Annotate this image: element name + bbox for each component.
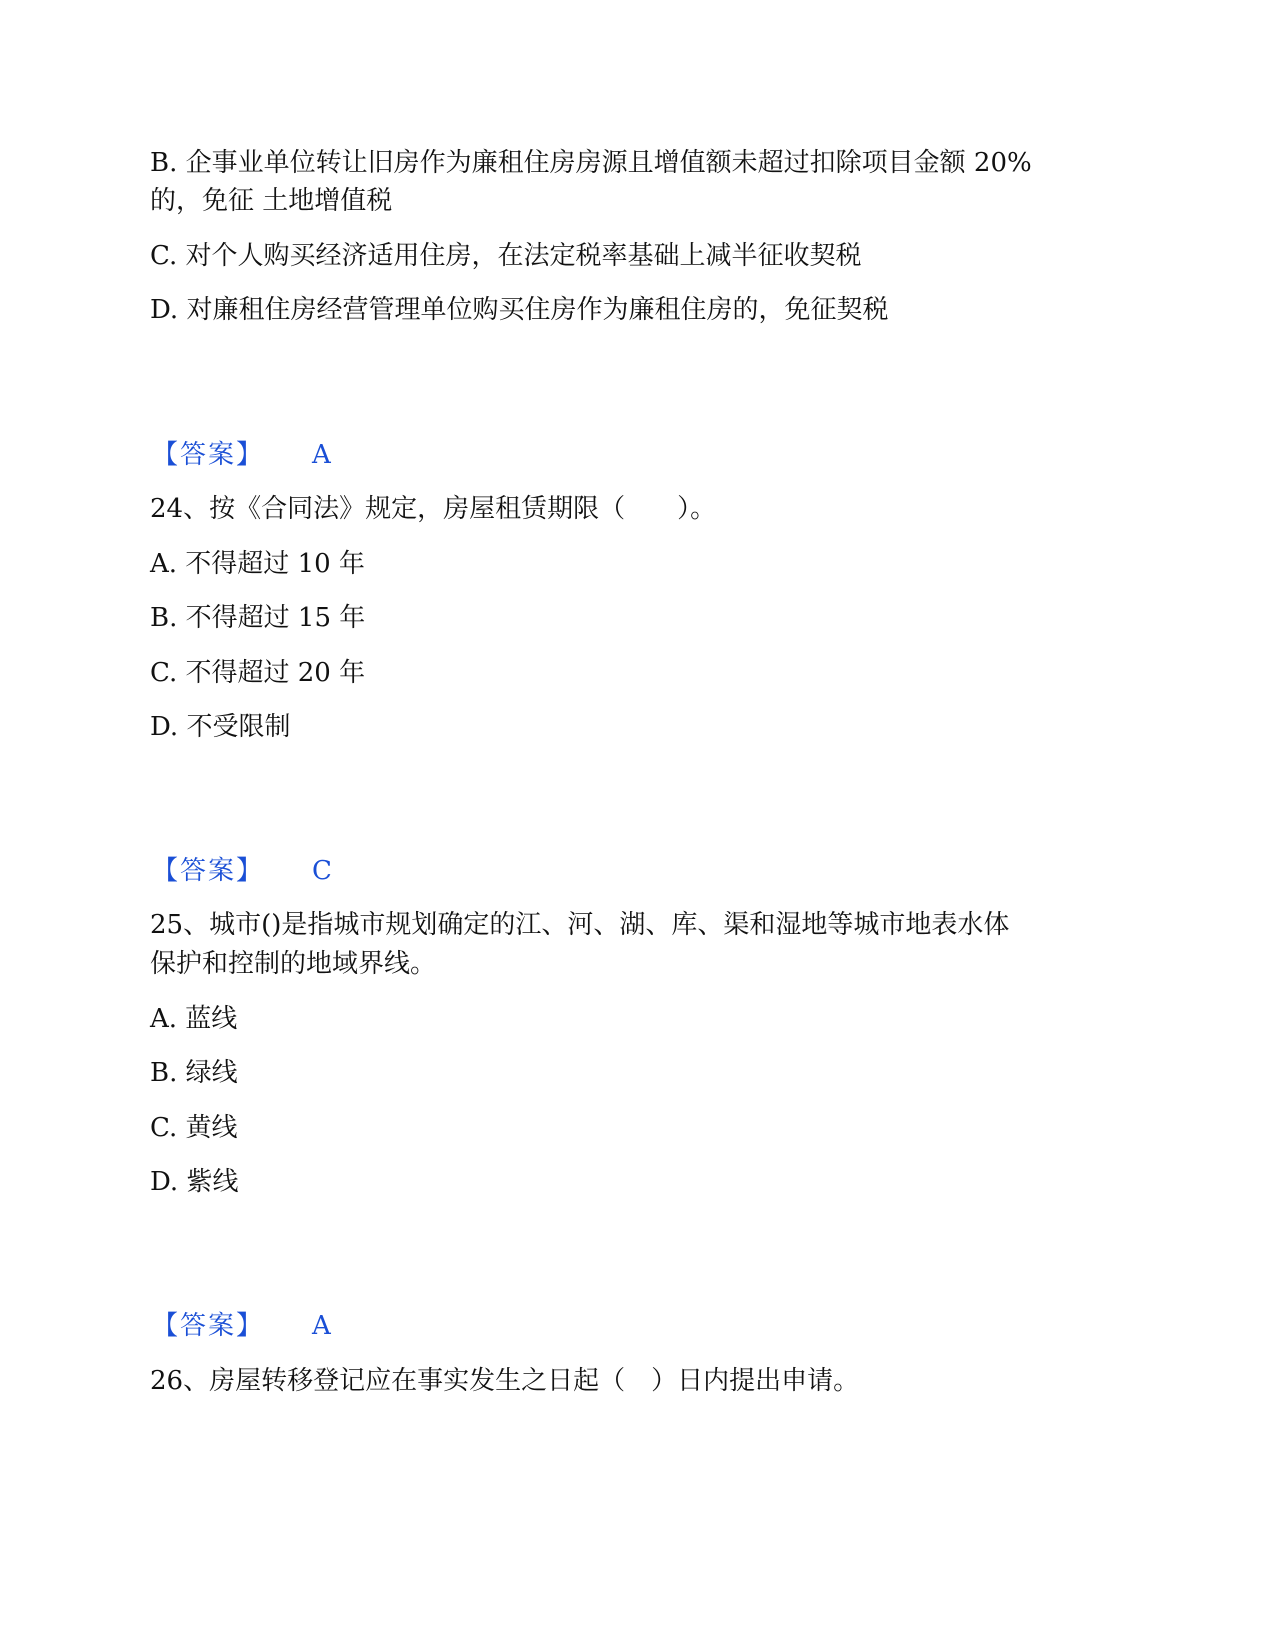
answer-value: A — [312, 440, 331, 470]
q24-stem: 24、按《合同法》规定，房屋租赁期限（ ）。 — [150, 494, 717, 524]
q24-option-d: D. 不受限制 — [150, 712, 291, 742]
answer-value: A — [312, 1311, 331, 1341]
q25-answer — [152, 1311, 331, 1341]
q25-option-a: A. 蓝线 — [150, 1004, 238, 1034]
q24-answer — [152, 856, 332, 886]
q25-stem-line2: 保护和控制的地域界线。 — [150, 949, 437, 979]
q23-option-d: D. 对廉租住房经营管理单位购买住房作为廉租住房的，免征契税 — [150, 295, 889, 325]
q26-stem: 26、房屋转移登记应在事实发生之日起（ ）日内提出申请。 — [150, 1366, 860, 1396]
q25-stem-line1: 25、城市()是指城市规划确定的江、河、湖、库、渠和湿地等城市地表水体 — [150, 910, 1010, 940]
q24-option-b: B. 不得超过 15 年 — [150, 603, 366, 633]
q24-option-a: A. 不得超过 10 年 — [150, 549, 365, 579]
q23-option-b-line2: 的，免征 土地增值税 — [150, 186, 393, 216]
q25-option-d: D. 紫线 — [150, 1167, 239, 1197]
answer-value: C — [312, 856, 332, 886]
q23-option-c: C. 对个人购买经济适用住房，在法定税率基础上减半征收契税 — [150, 241, 862, 271]
answer-label: 【答案】 — [152, 1311, 265, 1341]
q25-option-c: C. 黄线 — [150, 1113, 238, 1143]
answer-label: 【答案】 — [152, 440, 265, 470]
answer-label: 【答案】 — [152, 856, 265, 886]
q23-option-b-line1: B. 企事业单位转让旧房作为廉租住房房源且增值额未超过扣除项目金额 20% — [150, 148, 1032, 178]
q23-answer — [152, 440, 331, 470]
q25-option-b: B. 绿线 — [150, 1058, 238, 1088]
q24-option-c: C. 不得超过 20 年 — [150, 658, 366, 688]
